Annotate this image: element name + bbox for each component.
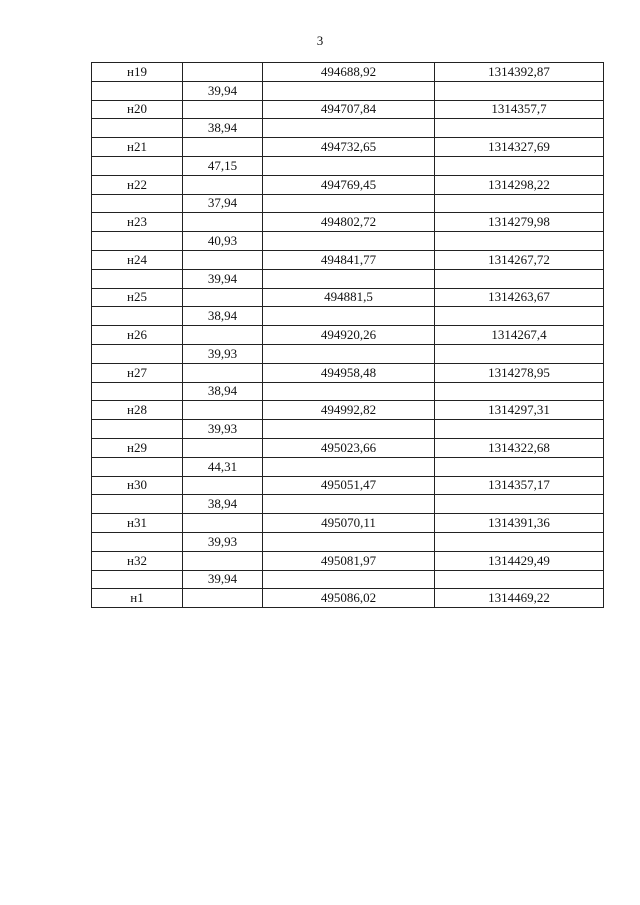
point-row [92, 138, 604, 157]
point-name-cell [92, 269, 183, 288]
x-coordinate-cell [263, 344, 435, 363]
page-number: 3 [316, 33, 324, 48]
distance-cell [183, 100, 263, 119]
y-coordinate-cell: 1314322,68 [435, 438, 604, 457]
distance-cell [183, 551, 263, 570]
y-coordinate-cell [435, 81, 604, 100]
y-coordinate-cell [435, 156, 604, 175]
point-name-cell: н23 [92, 213, 183, 232]
point-name-cell: н21 [92, 138, 183, 157]
distance-row [92, 81, 604, 100]
point-name-cell: н32 [92, 551, 183, 570]
distance-cell: 40,93 [183, 232, 263, 251]
x-coordinate-cell: 495023,66 [263, 438, 435, 457]
distance-cell [183, 363, 263, 382]
x-coordinate-cell: 495081,97 [263, 551, 435, 570]
distance-row [92, 570, 604, 589]
x-coordinate-cell: 494841,77 [263, 250, 435, 269]
y-coordinate-cell: 1314469,22 [435, 589, 604, 608]
point-name-cell [92, 495, 183, 514]
distance-row [92, 232, 604, 251]
y-coordinate-cell [435, 457, 604, 476]
y-coordinate-cell [435, 420, 604, 439]
distance-row [92, 420, 604, 439]
x-coordinate-cell [263, 269, 435, 288]
x-coordinate-cell: 495051,47 [263, 476, 435, 495]
distance-cell [183, 213, 263, 232]
y-coordinate-cell: 1314278,95 [435, 363, 604, 382]
distance-cell: 47,15 [183, 156, 263, 175]
point-name-cell [92, 232, 183, 251]
point-name-cell: н19 [92, 63, 183, 82]
distance-row [92, 156, 604, 175]
distance-row [92, 119, 604, 138]
distance-row [92, 495, 604, 514]
point-name-cell: н22 [92, 175, 183, 194]
point-row [92, 175, 604, 194]
point-name-cell: н31 [92, 514, 183, 533]
y-coordinate-cell: 1314267,72 [435, 250, 604, 269]
y-coordinate-cell [435, 232, 604, 251]
distance-cell [183, 288, 263, 307]
distance-cell: 39,93 [183, 420, 263, 439]
x-coordinate-cell: 494958,48 [263, 363, 435, 382]
x-coordinate-cell [263, 532, 435, 551]
point-row [92, 250, 604, 269]
y-coordinate-cell: 1314327,69 [435, 138, 604, 157]
y-coordinate-cell: 1314429,49 [435, 551, 604, 570]
distance-row [92, 382, 604, 401]
y-coordinate-cell [435, 382, 604, 401]
y-coordinate-cell: 1314298,22 [435, 175, 604, 194]
x-coordinate-cell [263, 570, 435, 589]
x-coordinate-cell: 494732,65 [263, 138, 435, 157]
point-name-cell: н25 [92, 288, 183, 307]
point-name-cell [92, 156, 183, 175]
point-name-cell [92, 119, 183, 138]
distance-cell: 44,31 [183, 457, 263, 476]
point-row [92, 63, 604, 82]
distance-cell [183, 138, 263, 157]
y-coordinate-cell [435, 532, 604, 551]
point-name-cell [92, 307, 183, 326]
point-row [92, 476, 604, 495]
distance-cell: 39,94 [183, 269, 263, 288]
coordinates-table-body [92, 63, 604, 608]
distance-cell [183, 63, 263, 82]
point-name-cell: н30 [92, 476, 183, 495]
x-coordinate-cell [263, 156, 435, 175]
point-name-cell [92, 344, 183, 363]
coordinates-table [91, 62, 604, 608]
point-name-cell: н29 [92, 438, 183, 457]
distance-cell [183, 438, 263, 457]
y-coordinate-cell [435, 269, 604, 288]
x-coordinate-cell: 495086,02 [263, 589, 435, 608]
distance-cell [183, 514, 263, 533]
x-coordinate-cell: 494707,84 [263, 100, 435, 119]
distance-cell [183, 250, 263, 269]
distance-row [92, 457, 604, 476]
distance-row [92, 269, 604, 288]
distance-cell [183, 326, 263, 345]
point-row [92, 589, 604, 608]
point-name-cell [92, 457, 183, 476]
point-name-cell: н1 [92, 589, 183, 608]
point-name-cell [92, 382, 183, 401]
y-coordinate-cell: 1314357,17 [435, 476, 604, 495]
x-coordinate-cell [263, 382, 435, 401]
y-coordinate-cell [435, 119, 604, 138]
point-row [92, 213, 604, 232]
x-coordinate-cell [263, 119, 435, 138]
distance-cell [183, 401, 263, 420]
point-name-cell: н20 [92, 100, 183, 119]
distance-cell [183, 589, 263, 608]
x-coordinate-cell: 494920,26 [263, 326, 435, 345]
y-coordinate-cell: 1314267,4 [435, 326, 604, 345]
y-coordinate-cell [435, 344, 604, 363]
point-row [92, 100, 604, 119]
x-coordinate-cell [263, 194, 435, 213]
distance-cell [183, 476, 263, 495]
x-coordinate-cell: 494769,45 [263, 175, 435, 194]
distance-row [92, 532, 604, 551]
y-coordinate-cell: 1314279,98 [435, 213, 604, 232]
y-coordinate-cell: 1314357,7 [435, 100, 604, 119]
point-row [92, 288, 604, 307]
point-row [92, 551, 604, 570]
distance-cell: 38,94 [183, 495, 263, 514]
x-coordinate-cell [263, 420, 435, 439]
x-coordinate-cell: 494881,5 [263, 288, 435, 307]
y-coordinate-cell [435, 495, 604, 514]
distance-cell: 39,94 [183, 570, 263, 589]
y-coordinate-cell [435, 570, 604, 589]
x-coordinate-cell: 494992,82 [263, 401, 435, 420]
distance-cell: 38,94 [183, 382, 263, 401]
x-coordinate-cell [263, 457, 435, 476]
point-row [92, 326, 604, 345]
distance-row [92, 194, 604, 213]
x-coordinate-cell: 494802,72 [263, 213, 435, 232]
point-row [92, 514, 604, 533]
point-name-cell: н27 [92, 363, 183, 382]
distance-cell: 38,94 [183, 307, 263, 326]
x-coordinate-cell: 494688,92 [263, 63, 435, 82]
point-name-cell: н28 [92, 401, 183, 420]
point-name-cell [92, 532, 183, 551]
x-coordinate-cell [263, 81, 435, 100]
point-name-cell: н24 [92, 250, 183, 269]
y-coordinate-cell [435, 307, 604, 326]
y-coordinate-cell: 1314391,36 [435, 514, 604, 533]
point-name-cell [92, 81, 183, 100]
point-name-cell [92, 194, 183, 213]
x-coordinate-cell: 495070,11 [263, 514, 435, 533]
distance-row [92, 307, 604, 326]
point-row [92, 438, 604, 457]
y-coordinate-cell: 1314297,31 [435, 401, 604, 420]
distance-cell: 38,94 [183, 119, 263, 138]
y-coordinate-cell: 1314263,67 [435, 288, 604, 307]
point-name-cell: н26 [92, 326, 183, 345]
point-name-cell [92, 420, 183, 439]
x-coordinate-cell [263, 307, 435, 326]
distance-cell [183, 175, 263, 194]
x-coordinate-cell [263, 495, 435, 514]
y-coordinate-cell [435, 194, 604, 213]
distance-cell: 37,94 [183, 194, 263, 213]
y-coordinate-cell: 1314392,87 [435, 63, 604, 82]
point-row [92, 363, 604, 382]
distance-cell: 39,93 [183, 532, 263, 551]
point-name-cell [92, 570, 183, 589]
distance-cell: 39,93 [183, 344, 263, 363]
distance-row [92, 344, 604, 363]
distance-cell: 39,94 [183, 81, 263, 100]
x-coordinate-cell [263, 232, 435, 251]
point-row [92, 401, 604, 420]
